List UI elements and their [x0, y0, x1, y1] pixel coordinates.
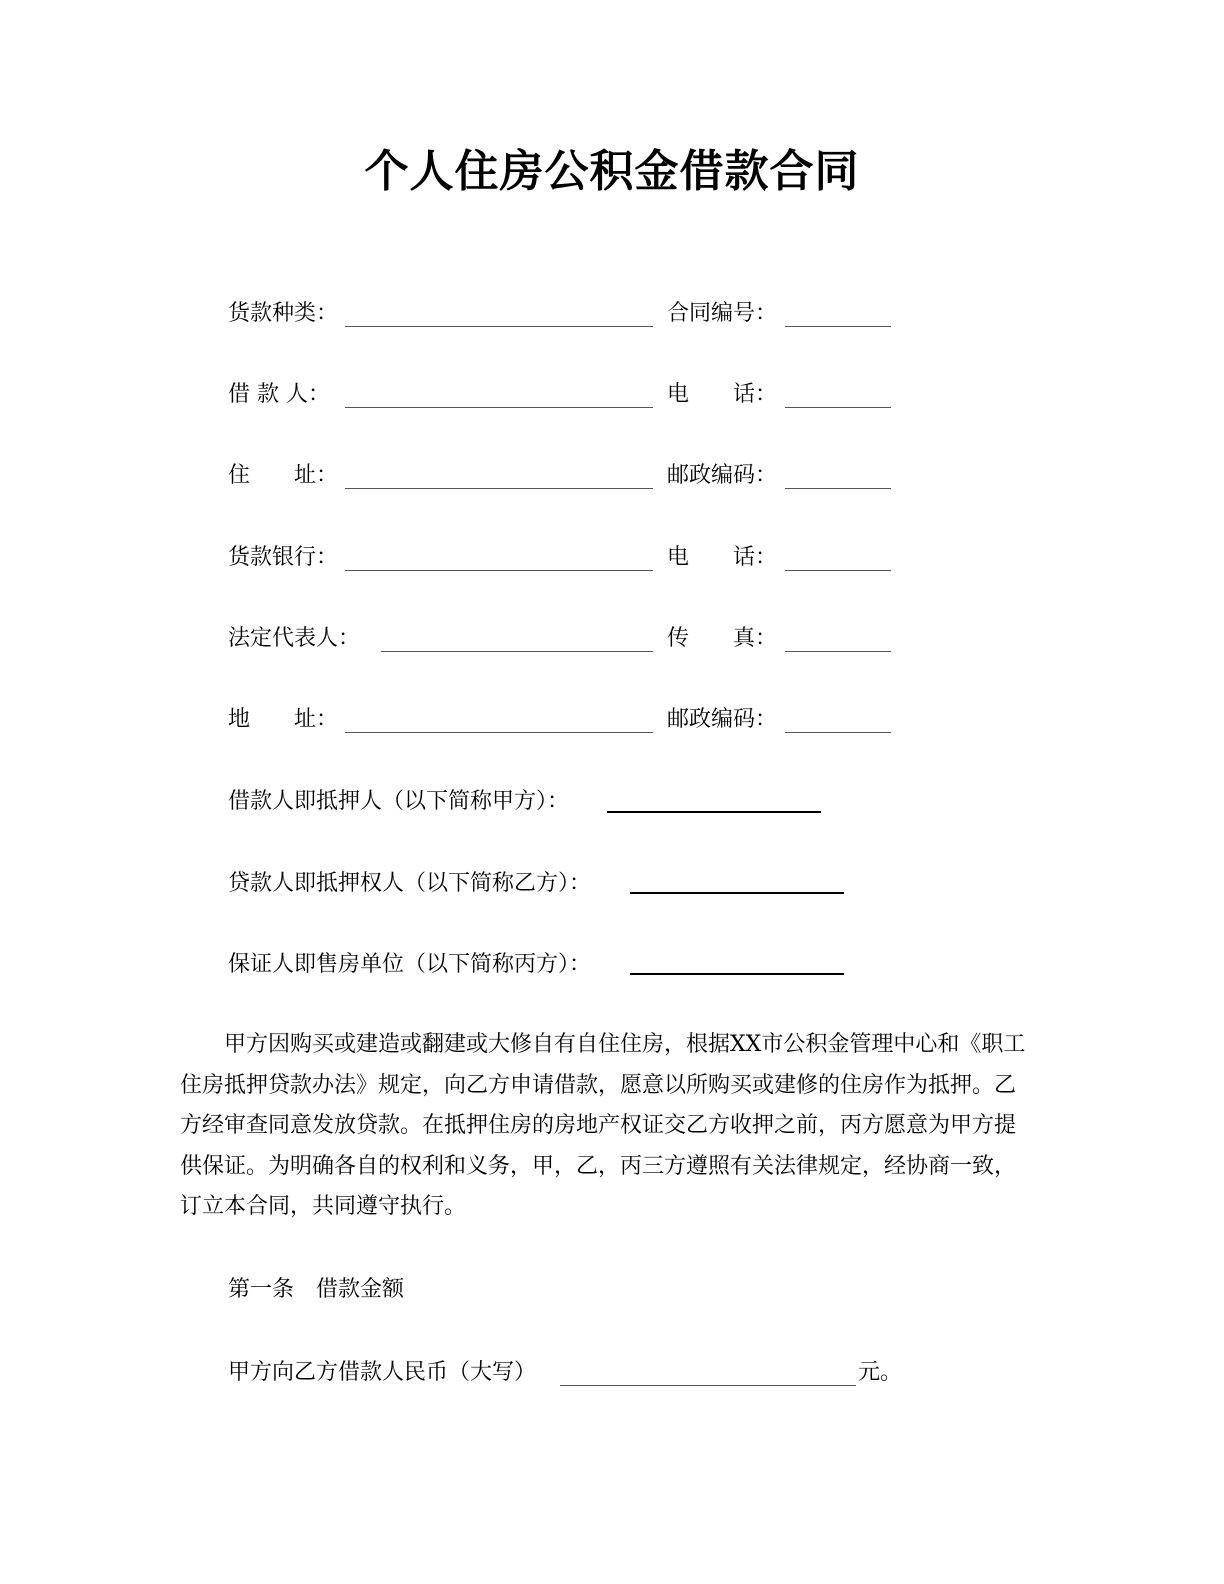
- loan-amount-prefix: 甲方向乙方借款人民币（大写）: [228, 1360, 537, 1385]
- borrower-address-label: 住 址：: [228, 463, 339, 488]
- party-a-label: 借款人即抵押人（以下简称甲方）：: [228, 789, 570, 814]
- field-row-legal-rep: [0, 621, 1224, 657]
- bank-phone-label: 电 话：: [667, 545, 778, 570]
- bank-postcode-blank[interactable]: [785, 732, 891, 733]
- bank-blank[interactable]: [345, 570, 653, 571]
- field-row-borrower-address: [0, 458, 1224, 494]
- legal-rep-label: 法定代表人：: [228, 626, 361, 651]
- party-c-label: 保证人即售房单位（以下简称丙方）：: [228, 952, 592, 977]
- party-a-blank[interactable]: [607, 811, 821, 813]
- party-c-blank[interactable]: [630, 973, 844, 975]
- document-title: 个人住房公积金借款合同: [364, 146, 860, 197]
- borrower-phone-label: 电 话：: [667, 382, 778, 407]
- party-b-label: 贷款人即抵押权人（以下简称乙方）：: [228, 871, 592, 896]
- borrower-postcode-label: 邮政编码：: [667, 463, 778, 488]
- bank-postcode-label: 邮政编码：: [667, 707, 778, 732]
- article-1-heading: 第一条 借款金额: [228, 1277, 405, 1302]
- field-row-bank: [0, 540, 1224, 576]
- loan-type-label: 货款种类：: [228, 301, 339, 326]
- loan-amount-suffix: 元。: [858, 1360, 903, 1385]
- contract-number-label: 合同编号：: [667, 301, 778, 326]
- legal-rep-blank[interactable]: [381, 651, 653, 652]
- borrower-phone-blank[interactable]: [785, 407, 891, 408]
- field-row-borrower: [0, 377, 1224, 413]
- bank-address-blank[interactable]: [345, 732, 653, 733]
- borrower-label: 借 款 人：: [228, 382, 330, 407]
- bank-address-label: 地 址：: [228, 707, 339, 732]
- field-row-bank-address: [0, 702, 1224, 738]
- borrower-address-blank[interactable]: [345, 488, 653, 489]
- party-b-blank[interactable]: [630, 892, 844, 894]
- preamble-paragraph: 甲方因购买或建造或翻建或大修自有自住住房，根据XX市公积金管理中心和《职工住房抵押贷款办法》规定，向乙方申请借款，愿意以所购买或建修的住房作为抵押。乙方经审查同意发放贷款。在抵押住房的房地产权证交乙方收押之前，丙方愿意为甲方提供保证。为明确各自的权利和义务，甲，乙，丙三方遵照有关法律规定，经协商一致，订立本合同，共同遵守执行。: [180, 1032, 1026, 1219]
- loan-amount-blank[interactable]: [560, 1385, 856, 1386]
- fax-label: 传 真：: [667, 626, 778, 651]
- loan-type-blank[interactable]: [345, 326, 653, 327]
- contract-number-blank[interactable]: [785, 326, 891, 327]
- field-row-loan-type: [0, 296, 1224, 332]
- bank-label: 货款银行：: [228, 545, 339, 570]
- fax-blank[interactable]: [785, 651, 891, 652]
- bank-phone-blank[interactable]: [785, 570, 891, 571]
- borrower-postcode-blank[interactable]: [785, 488, 891, 489]
- borrower-blank[interactable]: [345, 407, 653, 408]
